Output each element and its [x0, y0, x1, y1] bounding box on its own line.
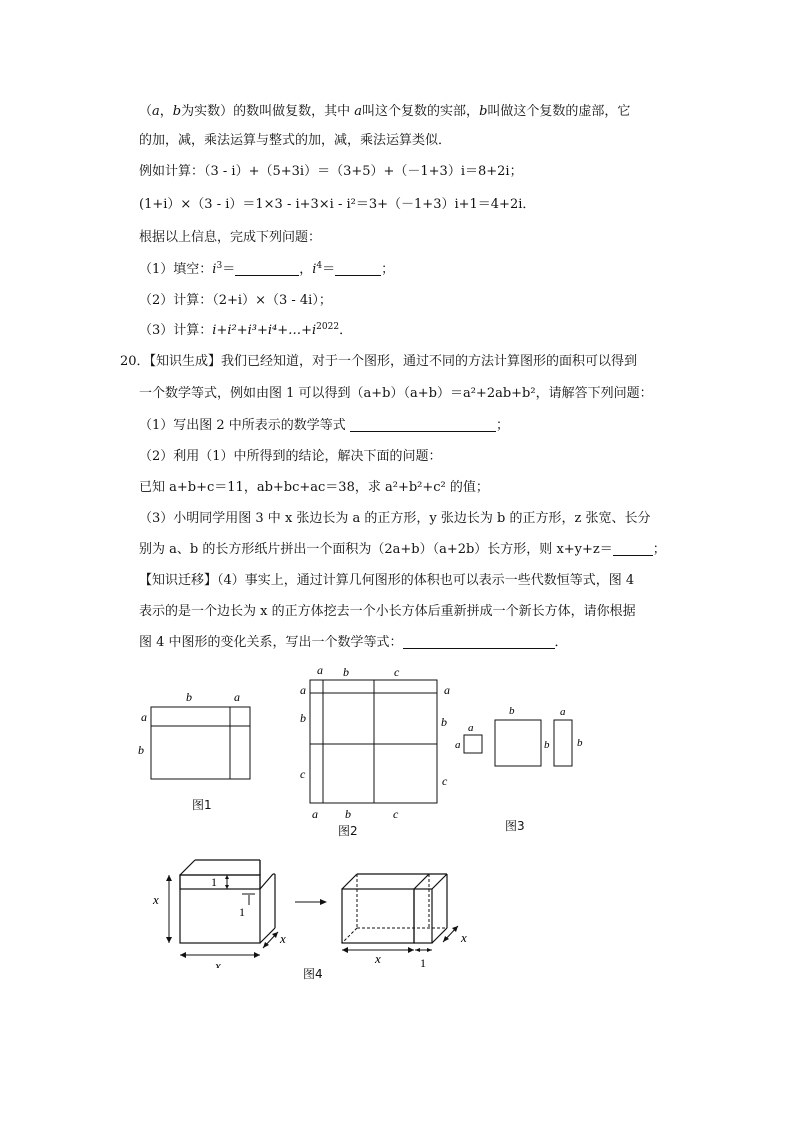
label-x: x — [375, 951, 381, 966]
label-b: b — [343, 665, 349, 679]
answer-blank[interactable] — [335, 261, 381, 276]
q20-line7: 别为 a、b 的长方形纸片拼出一个面积为（2a+b）（a+2b）长方形，则 x+y+z＝ ； — [139, 542, 666, 557]
figure-4-diagram — [145, 850, 485, 968]
q20-line1: 20．【知识生成】我们已经知道，对于一个图形，通过不同的方法计算图形的面积可以得到 — [120, 354, 638, 369]
label-a: a — [300, 683, 306, 697]
q20-line4: （2）利用（1）中所得到的结论，解决下面的问题： — [139, 449, 442, 464]
label-a: a — [312, 807, 318, 821]
label-a: a — [317, 663, 323, 677]
figure-2-caption: 图2 — [338, 824, 358, 838]
label-one: 1 — [211, 875, 217, 889]
rectangle-ab — [554, 720, 572, 766]
answer-blank[interactable] — [235, 261, 299, 276]
label-b: b — [577, 737, 583, 749]
label-one: 1 — [239, 905, 245, 919]
figure-1-caption: 图1 — [192, 798, 212, 812]
q19-part3: （3）计算：$i+i^2+i^3+i^4+\dots+i^{2022}$． — [139, 322, 353, 338]
square-a — [464, 735, 482, 753]
q20-line10: 图 4 中图形的变化关系，写出一个数学等式： ． — [139, 635, 568, 650]
q20-line8: 【知识迁移】（4）事实上，通过计算几何图形的体积也可以表示一些代数恒等式，图 4 — [139, 573, 635, 588]
label-a: a — [560, 706, 566, 718]
figure-2 — [290, 660, 465, 840]
figure-1 — [130, 680, 260, 820]
figure-4-caption: 图4 — [303, 967, 323, 981]
figure-2-diagram — [290, 660, 465, 825]
answer-blank[interactable] — [403, 634, 555, 649]
figure-3 — [450, 700, 590, 840]
label-c: c — [300, 767, 306, 781]
q20-line6: （3）小明同学用图 3 中 x 张边长为 a 的正方形，y 张边长为 b 的正方形，z 张宽、长分 — [139, 511, 651, 526]
square-b — [495, 720, 541, 766]
q19-instruction: 根据以上信息，完成下列问题： — [139, 230, 322, 245]
label-x: x — [153, 892, 159, 907]
label-b: b — [544, 739, 550, 751]
q19-example-line2: (1+i）×（3 - i）＝1×3 - i+3×i - i²＝3+（－1+3）i+1＝4+2i． — [139, 197, 536, 212]
label-a: a — [468, 722, 474, 734]
label-a: a — [141, 710, 147, 724]
q19-intro-line1: （a，b为实数）的数叫做复数，其中 a叫这个复数的实部，b叫做这个复数的虚部，它 — [139, 104, 631, 119]
label-b: b — [138, 743, 144, 757]
q19-part1: （1）填空：$i^3=$ ，$i^4=$ ； — [139, 261, 395, 277]
q20-line2: 一个数学等式，例如由图 1 可以得到（a+b）（a+b）＝a²+2ab+b²，请解答下列问题： — [139, 386, 653, 401]
q19-example-line1: 例如计算：（3 - i）+（5+3i）＝（3+5）+（－1+3）i＝8+2i； — [139, 164, 523, 179]
label-c: c — [393, 807, 399, 821]
label-b: b — [186, 690, 192, 704]
answer-blank[interactable] — [613, 541, 653, 556]
label-x: x — [280, 931, 286, 946]
label-one: 1 — [420, 956, 426, 968]
label-b: b — [345, 807, 351, 821]
label-b: b — [441, 715, 447, 729]
q20-line5: 已知 a+b+c＝11，ab+bc+ac＝38，求 a²+b²+c² 的值； — [139, 480, 489, 495]
q20-line9: 表示的是一个边长为 x 的正方体挖去一个小长方体后重新拼成一个新长方体，请你根据 — [139, 604, 636, 619]
label-b: b — [300, 711, 306, 725]
figure-3-caption: 图3 — [505, 819, 525, 833]
label-a: a — [444, 683, 450, 697]
figure-4 — [145, 850, 485, 985]
label-c: c — [442, 774, 448, 788]
label-x: x — [461, 930, 467, 945]
label-x: x — [215, 958, 221, 968]
answer-blank[interactable] — [350, 417, 496, 432]
label-b: b — [509, 705, 515, 717]
label-a: a — [234, 690, 240, 704]
label-c: c — [394, 665, 400, 679]
q20-line3: （1）写出图 2 中所表示的数学等式 ； — [139, 418, 509, 433]
q19-part2: （2）计算：（2+i）×（3 - 4i）； — [139, 293, 332, 308]
label-a: a — [455, 739, 461, 751]
q19-intro-line2: 的加，减，乘法运算与整式的加，减，乘法运算类似． — [139, 133, 452, 148]
figure-3-diagram — [450, 700, 590, 780]
